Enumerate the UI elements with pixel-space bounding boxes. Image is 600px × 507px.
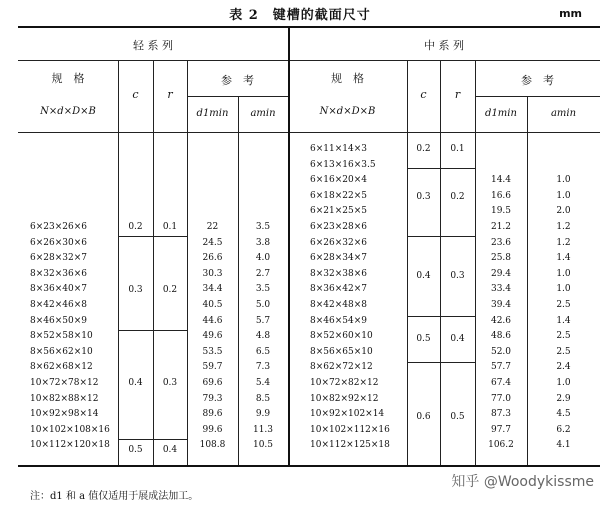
- light-row-spec: 8×32×36×6: [30, 268, 87, 279]
- light-row-d1: 53.5: [202, 346, 223, 357]
- medium-spec-header: 规 格: [331, 72, 364, 85]
- light-row-a: 3.5: [255, 222, 271, 232]
- light-row-d1: 30.3: [202, 268, 223, 279]
- bottom-rule: [18, 465, 600, 467]
- medium-row-spec: 8×62×72×12: [310, 362, 373, 373]
- light-group-c: 0.5: [128, 445, 143, 455]
- medium-row-a: 4.1: [556, 440, 571, 451]
- col-line: [153, 60, 154, 465]
- medium-row-a: 4.5: [556, 409, 571, 420]
- medium-row-spec: 8×46×54×9: [310, 315, 367, 326]
- medium-row-a: 2.5: [556, 331, 571, 342]
- top-rule: [18, 26, 600, 28]
- medium-row-d1: 52.0: [490, 346, 512, 357]
- medium-row-spec: 10×92×102×14: [310, 409, 385, 420]
- light-row-d1: 89.6: [202, 409, 223, 420]
- medium-row-d1: 97.7: [490, 424, 512, 435]
- medium-r-header: r: [454, 88, 461, 101]
- medium-group-r: 0.2: [450, 192, 465, 202]
- medium-row-spec: 10×82×92×12: [310, 393, 379, 404]
- light-group-r: 0.1: [162, 222, 178, 232]
- medium-spec-formula: N×d×D×B: [319, 106, 376, 117]
- group-rule: [118, 439, 187, 440]
- medium-row-d1: 21.2: [490, 222, 512, 232]
- medium-group-c: 0.4: [416, 271, 431, 281]
- light-row-a: 9.9: [255, 409, 271, 420]
- table-title: 表 2 键槽的截面尺寸: [229, 8, 371, 23]
- light-a-header: amin: [250, 108, 276, 119]
- medium-row-d1: 67.4: [490, 378, 512, 388]
- light-row-d1: 40.5: [202, 300, 223, 310]
- medium-row-spec: 8×52×60×10: [310, 331, 373, 342]
- light-row-spec: 10×82×88×12: [30, 393, 99, 404]
- medium-row-d1: 42.6: [490, 315, 512, 326]
- medium-row-spec: 8×36×42×7: [310, 284, 367, 295]
- medium-row-d1: 29.4: [490, 268, 512, 279]
- light-row-spec: 8×52×58×10: [30, 331, 93, 342]
- medium-row-spec: 8×42×48×8: [310, 300, 367, 310]
- light-r-header: r: [167, 88, 173, 101]
- medium-row-a: 1.0: [556, 268, 571, 279]
- light-row-d1: 24.5: [202, 237, 223, 248]
- medium-group-c: 0.5: [416, 334, 431, 344]
- medium-row-a: 1.0: [556, 175, 571, 186]
- medium-row-a: 6.2: [556, 424, 571, 435]
- medium-row-a: 2.5: [556, 300, 571, 310]
- medium-group-c: 0.3: [416, 192, 431, 202]
- group-rule: [118, 236, 187, 237]
- medium-row-d1: 87.3: [490, 409, 512, 420]
- medium-row-a: 1.2: [556, 222, 571, 232]
- medium-row-spec: 6×16×20×4: [310, 175, 367, 186]
- medium-group-r: 0.3: [450, 271, 465, 281]
- light-d1-header: d1min: [196, 108, 229, 119]
- light-row-spec: 8×56×62×10: [30, 346, 93, 357]
- medium-row-spec: 8×32×38×6: [310, 268, 367, 279]
- light-row-spec: 8×46×50×9: [30, 315, 87, 326]
- ref-rule: [475, 96, 600, 97]
- medium-row-d1: 57.7: [490, 362, 512, 373]
- medium-row-d1: 25.8: [490, 253, 512, 264]
- medium-row-a: 1.4: [556, 253, 571, 264]
- medium-row-a: 2.5: [556, 346, 571, 357]
- light-row-spec: 8×36×40×7: [30, 284, 87, 295]
- medium-row-a: 2.0: [556, 206, 571, 217]
- medium-row-spec: 10×112×125×18: [310, 440, 390, 451]
- light-row-spec: 10×102×108×16: [30, 424, 110, 435]
- light-group-r: 0.3: [162, 378, 178, 388]
- medium-row-spec: 8×56×65×10: [310, 346, 373, 357]
- light-row-d1: 26.6: [202, 253, 223, 264]
- watermark: 知乎 @Woodykissme: [451, 474, 594, 490]
- medium-a-header: amin: [550, 108, 577, 119]
- medium-row-spec: 10×72×82×12: [310, 378, 379, 388]
- light-row-spec: 6×23×26×6: [30, 222, 87, 232]
- light-row-d1: 22: [206, 222, 219, 232]
- light-row-a: 3.8: [255, 237, 271, 248]
- light-row-d1: 69.6: [202, 378, 223, 388]
- medium-row-spec: 6×21×25×5: [310, 206, 367, 217]
- medium-row-d1: 39.4: [490, 300, 512, 310]
- light-group-c: 0.4: [128, 378, 143, 388]
- light-row-a: 5.4: [255, 378, 271, 388]
- medium-ref-header: 参 考: [521, 74, 554, 87]
- header-rule: [18, 132, 600, 133]
- light-ref-header: 参 考: [221, 74, 254, 87]
- medium-row-d1: 19.5: [490, 206, 512, 217]
- unit-label: mm: [559, 7, 582, 20]
- group-rule: [407, 362, 475, 363]
- light-row-spec: 8×62×68×12: [30, 362, 93, 373]
- light-spec-header: 规 格: [51, 72, 85, 85]
- light-row-a: 11.3: [252, 424, 274, 435]
- light-row-spec: 6×28×32×7: [30, 253, 87, 264]
- ref-rule: [187, 96, 288, 97]
- medium-row-spec: 10×102×112×16: [310, 424, 390, 435]
- medium-row-d1: 14.4: [490, 175, 512, 186]
- light-group-c: 0.2: [128, 222, 143, 232]
- light-spec-formula: N×d×D×B: [40, 106, 96, 117]
- group-rule: [407, 316, 475, 317]
- series-divider: [288, 26, 290, 466]
- group-rule: [407, 168, 475, 169]
- light-group-c: 0.3: [128, 285, 143, 295]
- light-row-spec: 6×26×30×6: [30, 237, 87, 248]
- light-row-a: 3.5: [255, 284, 271, 295]
- medium-d1-header: d1min: [485, 108, 517, 119]
- light-row-spec: 10×72×78×12: [30, 378, 99, 388]
- light-row-a: 7.3: [255, 362, 271, 373]
- medium-row-spec: 6×13×16×3.5: [310, 159, 376, 170]
- light-row-d1: 59.7: [202, 362, 223, 373]
- medium-row-d1: 48.6: [490, 331, 512, 342]
- medium-group-c: 0.6: [416, 412, 431, 422]
- medium-row-spec: 6×23×28×6: [310, 222, 367, 232]
- medium-group-r: 0.4: [450, 334, 465, 344]
- medium-group-c: 0.2: [416, 144, 431, 154]
- medium-row-spec: 6×11×14×3: [310, 144, 367, 154]
- light-row-a: 4.0: [255, 253, 271, 264]
- light-series-label: 轻 系 列: [133, 39, 173, 52]
- medium-row-spec: 6×18×22×5: [310, 190, 367, 201]
- light-row-d1: 49.6: [202, 331, 223, 342]
- medium-row-a: 1.2: [556, 237, 571, 248]
- medium-row-d1: 33.4: [490, 284, 512, 295]
- medium-row-d1: 16.6: [490, 190, 512, 201]
- light-row-a: 5.0: [255, 300, 271, 310]
- light-row-d1: 44.6: [202, 315, 223, 326]
- light-row-a: 8.5: [255, 393, 271, 404]
- group-rule: [407, 236, 475, 237]
- light-row-d1: 79.3: [202, 393, 223, 404]
- light-row-d1: 34.4: [202, 284, 223, 295]
- light-group-r: 0.4: [162, 445, 178, 455]
- medium-row-a: 1.0: [556, 378, 571, 388]
- group-rule: [118, 330, 187, 331]
- medium-group-r: 0.1: [450, 144, 465, 154]
- medium-row-d1: 77.0: [490, 393, 512, 404]
- series-rule: [18, 60, 600, 61]
- light-row-d1: 108.8: [199, 440, 226, 451]
- light-row-a: 6.5: [255, 346, 271, 357]
- medium-row-a: 2.4: [556, 362, 571, 373]
- medium-row-a: 2.9: [556, 393, 571, 404]
- medium-row-d1: 106.2: [488, 440, 514, 451]
- medium-row-spec: 6×26×32×6: [310, 237, 367, 248]
- col-line: [118, 60, 119, 465]
- light-row-a: 2.7: [255, 268, 271, 279]
- medium-row-a: 1.0: [556, 190, 571, 201]
- light-row-a: 4.8: [255, 331, 271, 342]
- medium-series-label: 中 系 列: [424, 39, 464, 52]
- light-row-d1: 99.6: [202, 424, 223, 435]
- light-row-spec: 8×42×46×8: [30, 300, 87, 310]
- light-row-spec: 10×92×98×14: [30, 409, 99, 420]
- medium-row-a: 1.4: [556, 315, 571, 326]
- light-c-header: c: [132, 88, 139, 101]
- col-line: [440, 60, 441, 465]
- medium-c-header: c: [420, 88, 427, 101]
- col-line: [407, 60, 408, 465]
- medium-row-d1: 23.6: [490, 237, 512, 248]
- light-group-r: 0.2: [162, 285, 178, 295]
- light-row-spec: 10×112×120×18: [30, 440, 110, 451]
- medium-row-a: 1.0: [556, 284, 571, 295]
- medium-group-r: 0.5: [450, 412, 465, 422]
- light-row-a: 10.5: [252, 440, 274, 451]
- medium-row-spec: 6×28×34×7: [310, 253, 367, 264]
- light-row-a: 5.7: [255, 315, 271, 326]
- table-note: 注：d1 和 a 值仅适用于展成法加工。: [30, 491, 199, 502]
